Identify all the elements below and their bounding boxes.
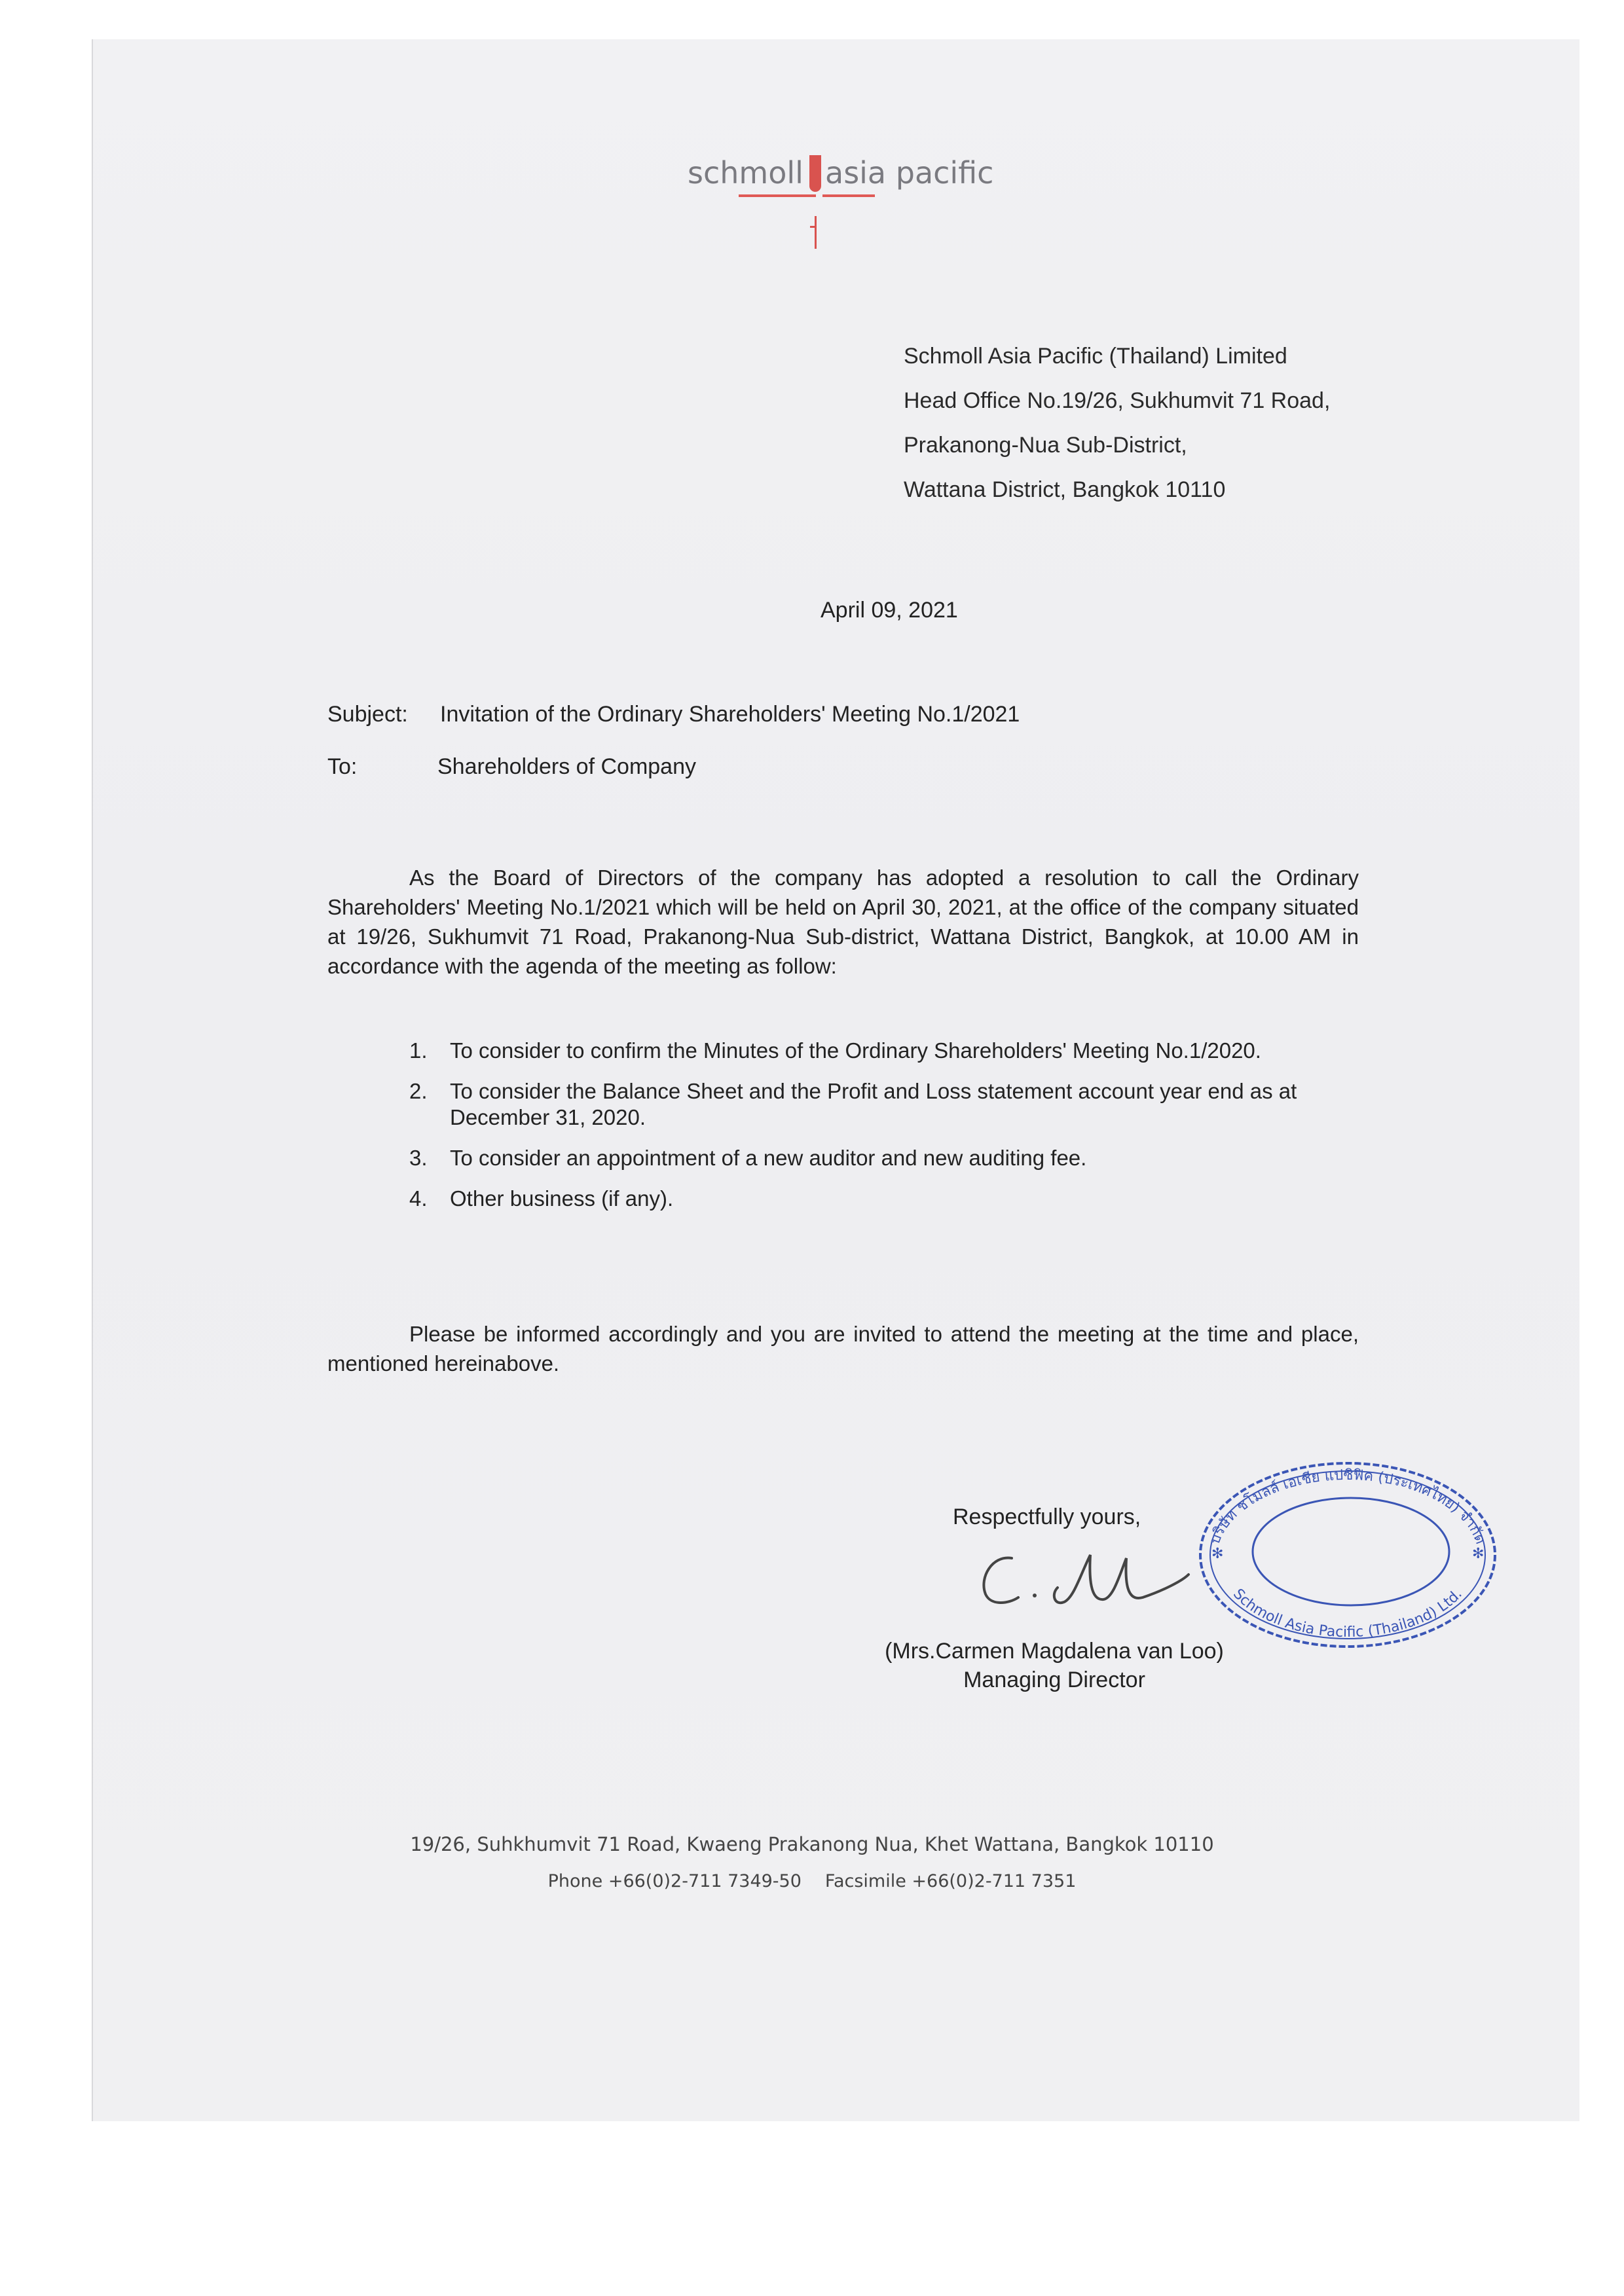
footer-address: 19/26, Suhkhumvit 71 Road, Kwaeng Prakanong Nua, Khet Wattana, Bangkok 10110 [410,1833,1214,1855]
logo-text-asia-pacific: asia pacific [825,155,994,191]
closing-paragraph [327,1319,1359,1378]
agenda-text: To consider the Balance Sheet and the Profit and Loss statement account year end as at December 31, 2020. [450,1079,1297,1129]
intro-paragraph-text: As the Board of Directors of the company has adopted a resolution to call the Ordinary Shareholders' Meeting No.1/2021 which will be held on April 30, 2021, at the office of the company situated at 19/26, Sukhumvit 71 Road, Prakanong-Nua Sub-district, Wattana District, Bangkok, at 10.00 AM in accordance with the agenda of the meeting as follow: [327,866,1359,978]
letter-date: April 09, 2021 [821,598,958,623]
to-text: Shareholders of Company [437,754,697,779]
logo-text-schmoll: schmoll [688,155,803,191]
agenda-number: 2. [409,1079,428,1103]
footer-contact [0,1871,1624,1891]
svg-text:Schmoll Asia Pacific (Thailand [1230,1586,1466,1641]
agenda-text: To consider an appointment of a new auditor and new auditing fee. [450,1146,1087,1170]
logo-underline-left [739,194,816,197]
signatory-title: Managing Director [963,1667,1145,1692]
logo-flag-icon [809,155,821,192]
to-label: To: [327,754,358,779]
subject-label: Subject: [327,702,408,727]
address-line: Wattana District, Bangkok 10110 [904,477,1226,502]
footer-fax: Facsimile +66(0)2-711 7351 [824,1871,1077,1891]
company-seal-stamp [1190,1447,1505,1656]
signatory-block [871,1637,1238,1694]
address-line: Head Office No.19/26, Sukhumvit 71 Road, [904,388,1331,413]
agenda-item [409,1186,1365,1212]
agenda-number: 1. [409,1038,428,1063]
closing-paragraph-text: Please be informed accordingly and you are invited to attend the meeting at the time and place, mentioned hereinabove. [327,1322,1359,1376]
agenda-item [409,1038,1365,1064]
stamp-star-icon: ✻ [1211,1546,1224,1562]
agenda-item [409,1145,1365,1171]
intro-paragraph [327,863,1359,981]
signatory-name: (Mrs.Carmen Magdalena van Loo) [885,1639,1224,1664]
address-line: Schmoll Asia Pacific (Thailand) Limited [904,344,1287,369]
svg-text:บริษัท ชโมลล์ เอเชีย แปซิฟิค ( [1207,1467,1489,1546]
closing-salutation: Respectfully yours, [953,1504,1141,1529]
agenda-number: 3. [409,1146,428,1170]
subject-line [327,702,1020,727]
agenda-item [409,1078,1365,1131]
stamp-english-text: Schmoll Asia Pacific (Thailand) Ltd. [1229,1586,1466,1641]
to-line [327,754,697,780]
logo-underline-right [822,194,875,197]
stamp-thai-text: บริษัท ชโมลล์ เอเชีย แปซิฟิค (ประเทศไทย) จำกัด [1206,1467,1489,1547]
logo-tick-serif [810,226,815,228]
logo-tick-mark [815,216,817,249]
stamp-star-icon: ✻ [1472,1546,1485,1562]
address-line: Prakanong-Nua Sub-District, [904,433,1187,458]
agenda-list [409,1038,1365,1226]
subject-text: Invitation of the Ordinary Shareholders' Meeting No.1/2021 [440,702,1020,727]
company-address-block [904,334,1330,512]
agenda-number: 4. [409,1186,428,1211]
agenda-text: Other business (if any). [450,1186,674,1211]
footer-phone: Phone +66(0)2-711 7349-50 [547,1871,802,1891]
agenda-text: To consider to confirm the Minutes of the Ordinary Shareholders' Meeting No.1/2020. [450,1038,1261,1063]
company-logo [688,147,1080,252]
